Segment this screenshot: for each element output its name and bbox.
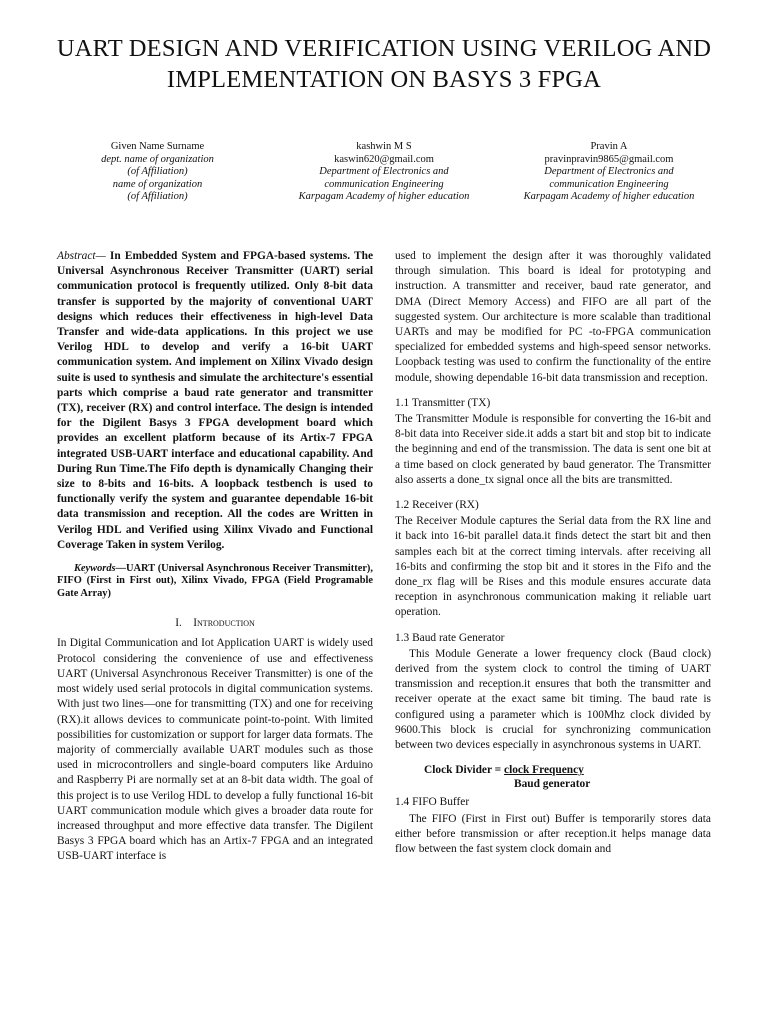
left-column bbox=[57, 249, 373, 865]
author-email: kaswin620@gmail.com bbox=[334, 153, 434, 165]
abstract bbox=[57, 249, 373, 553]
author-name: kashwin M S bbox=[356, 141, 412, 152]
intro-continued: used to implement the design after it was thoroughly validated through simulation. This board is ideal for prototyping and instruction. A transmitter and receiver, baud rate generator, and DMA (Direct Memory Access) and FIFO are all part of the suggested system. Our architecture is more scalable than traditional UARTs and may be modified for PC -to-FPGA communication specialized for embedded systems and high-speed sensor networks. Loopback testing was used to confirm the functionality of the entire module, showing dependable 16-bit data transmission and reception. bbox=[395, 250, 711, 384]
author-dept: dept. name of organization bbox=[101, 153, 214, 165]
author-dept: Department of Electronics and bbox=[544, 166, 674, 178]
author-org: Karpagam Academy of higher education bbox=[523, 191, 695, 203]
abstract-label: Abstract— bbox=[57, 250, 106, 262]
section-heading bbox=[57, 616, 373, 631]
author-affiliation: (of Affiliation) bbox=[127, 191, 188, 203]
abstract-text: In Embedded System and FPGA-based systems. The Universal Asynchronous Receiver Transmitter (UART) serial communication protocol is frequently utilized. Only 8-bit data transfer is supported by the majority of conventional UART designs which reduces their effectiveness in high-level Data Transfer and wide-data applications. In this project we use Verilog HDL to develop and verify a 16-bit UART communication system. And implement on Xilinx Vivado design suite is used to synthesis and simulate the architecture's essential parts which comprise a baud rate generator and transmitter (TX), receiver (RX) and control interface. The design is intended for the Digilent Basys 3 FPGA development board which provides an excellent platform because of its Artix-7 FPGA integrated USB-UART interface and educational capability. And During Run Time.The Fifo depth is dynamically Changing their size to 8-bits and 16-bits. A loopback testbench is used to functionally verify the system and guarantee dependable 16-bit data transmission and reception. All the codes are Written in Verilog HDL and Verified using Xilinx Vivado and Functional Coverage Taken in system Verilog. bbox=[57, 250, 373, 551]
receiver-paragraph: The Receiver Module captures the Serial data from the RX line and it back into 16-bit parallel data.it finds detect the start bit and then samples each bit at the correct timing intervals. after receiving all 16-bits and confirming the stop bit and it stores in the Fifo and the done_rx flag will be Rises and this module ensures accurate data reception in asynchronous communication making it reliable uart operation. bbox=[395, 515, 711, 619]
author-3 bbox=[505, 141, 713, 204]
author-affiliation: (of Affiliation) bbox=[127, 166, 188, 178]
section-number: I. bbox=[175, 617, 182, 630]
baud-paragraph: This Module Generate a lower frequency clock (Baud clock) derived from the system clock to control the timing of UART transmission and reception.it ensures that both the transmitter and receiver operate at the exact same bit timing. The baud rate is configured using a parameter which is 100Mhz clock divided by 9600.This block is crucial for synchronizing communication between two devices especially in asynchronous systems in UART. bbox=[395, 647, 711, 752]
formula-numerator: clock Frequency bbox=[504, 764, 584, 777]
subsection-heading: 1.3 Baud rate Generator bbox=[395, 631, 505, 644]
author-name: Pravin A bbox=[590, 141, 628, 152]
author-email: pravinpravin9865@gmail.com bbox=[544, 153, 674, 165]
author-name: Given Name Surname bbox=[110, 141, 205, 152]
author-org: Karpagam Academy of higher education bbox=[298, 191, 470, 203]
formula-line bbox=[424, 763, 584, 778]
keywords-text: UART (Universal Asynchronous Receiver Transmitter), FIFO (First in First out), Xilinx Vivado, FPGA (Field Programable Gate Array) bbox=[57, 563, 373, 599]
author-dept: communication Engineering bbox=[324, 178, 444, 190]
formula-denominator: Baud generator bbox=[514, 778, 591, 791]
right-column bbox=[395, 249, 711, 857]
fifo-paragraph: The FIFO (First in First out) Buffer is temporarily stores data either before transmission or after reception.it helps manage data flow between the fast system clock domain and bbox=[395, 812, 711, 855]
subsection-heading: 1.4 FIFO Buffer bbox=[395, 796, 470, 809]
author-2 bbox=[279, 141, 489, 204]
author-dept: communication Engineering bbox=[549, 178, 669, 190]
section-title: Introduction bbox=[193, 617, 255, 630]
author-org: name of organization bbox=[112, 178, 203, 190]
keywords-label: Keywords— bbox=[74, 563, 126, 575]
author-1 bbox=[76, 141, 239, 204]
author-dept: Department of Electronics and bbox=[319, 166, 449, 178]
keywords bbox=[57, 563, 373, 600]
transmitter-paragraph: The Transmitter Module is responsible for converting the 16-bit and 8-bit data into Receiver side.it adds a start bit and stop bit to indicate the beginning and end of the transmission. The data is sent one bit at a time based on clock generated by baud generator. The Transmitter also asserts a done_tx signal once all the bits are transmitted. bbox=[395, 413, 711, 486]
paper-title: UART DESIGN AND VERIFICATION USING VERILOG AND IMPLEMENTATION ON BASYS 3 FPGA bbox=[56, 35, 712, 93]
clock-divider-formula bbox=[395, 763, 711, 793]
intro-paragraph: In Digital Communication and Iot Application UART is widely used Protocol considering the convenience of use and effectiveness UART (Universal Asynchronous Receiver Transmitter) is one of the most widely used serial protocols in digital communication systems. With just two lines—one for transmitting (TX) and one for receiving (RX).it allows devices to communicate point-to-point. With limited possibilities for customization or support for larger data formats. The majority of commercially available UART modules such as those used in microcontrollers and single-board computers like Arduino and Raspberry Pi are normally set at an 8-bit data width. The goal of this project is to use Verilog HDL to develop a fully functional 16-bit UART communication module which gives a broader data route for increased throughput and more effective data transfer. The Digilent Basys 3 FPGA board which has an Artix-7 FPGA and an integrated USB-UART interface is bbox=[57, 637, 373, 863]
subsection-heading: 1.1 Transmitter (TX) bbox=[395, 396, 491, 409]
subsection-heading: 1.2 Receiver (RX) bbox=[395, 499, 479, 512]
formula-lhs: Clock Divider = bbox=[424, 764, 505, 777]
